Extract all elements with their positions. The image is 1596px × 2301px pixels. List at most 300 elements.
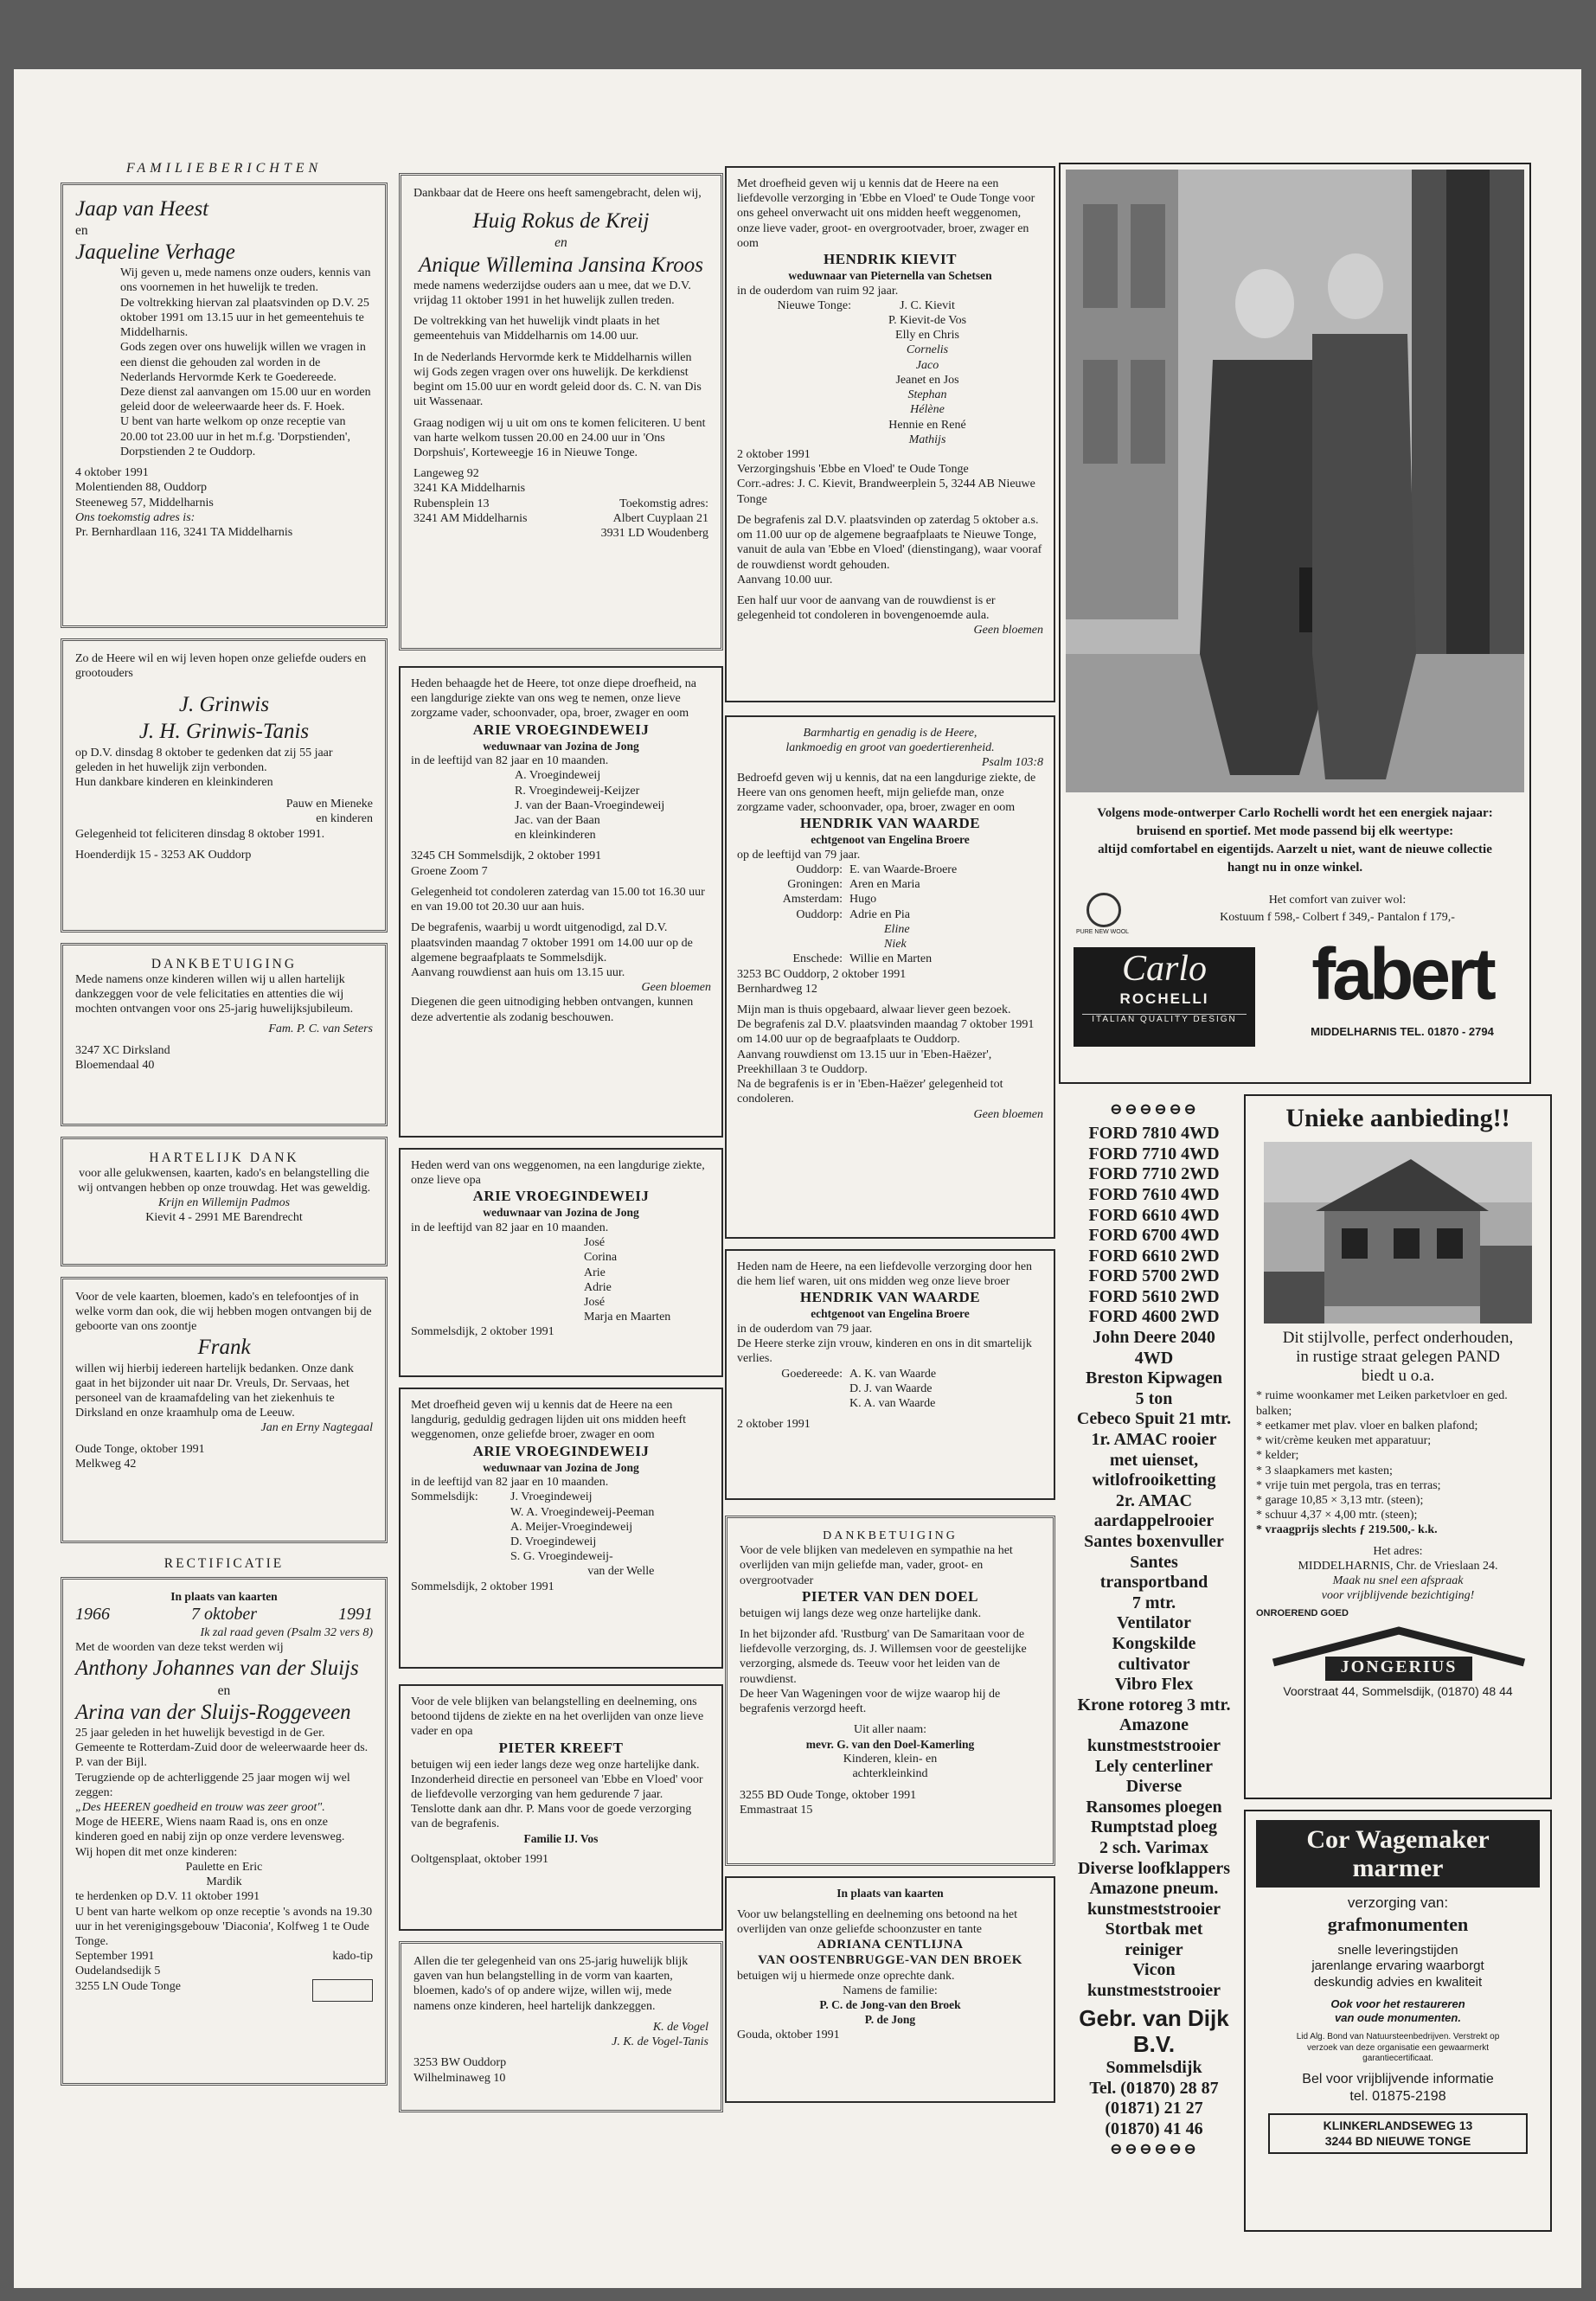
year-1: 1966 — [75, 1605, 110, 1625]
equipment-item: Kongskilde cultivator — [1112, 1633, 1196, 1674]
para: Corr.-adres: J. C. Kievit, Brandweerplein 5, 3244 AB Nieuwe Tonge — [737, 478, 1035, 506]
kado-tip: kado-tip — [332, 1950, 373, 1964]
age: in de ouderdom van 79 jaar. — [737, 1322, 873, 1336]
address: 3253 BC Ouddorp, 2 oktober 1991 — [737, 967, 907, 981]
family-member: Jac. van der Baan — [515, 814, 600, 828]
obituary-waarde-1 — [725, 715, 1055, 1239]
family-member: W. A. Vroegindeweij-Peeman — [510, 1505, 655, 1519]
para: Gods zegen over ons huwelijk willen we vragen in een dienst die gehouden zal worden in de Nederlands Hervormde Kerk te Goedereede. — [120, 341, 366, 384]
deceased-name: HENDRIK VAN WAARDE — [799, 815, 981, 832]
anniversary-thanks-vogel — [399, 1941, 723, 2112]
para: Met droefheid geven wij u kennis dat de Heere na een liefdevolle verzorging in 'Ebbe en Vloed' te Oude Tonge voor ons geheel onverwacht uit ons midden heeft weggenomen, onze lieve vader, groot- en overgrootvader, broer, zwager en oom — [737, 177, 1035, 250]
address: Rubensplein 13 — [413, 497, 490, 510]
envelope-icon — [312, 1979, 373, 2002]
subtitle: weduwnaar van Jozina de Jong — [483, 1206, 639, 1220]
address: Groene Zoom 7 — [411, 864, 488, 878]
en: en — [554, 235, 567, 251]
equipment-item: Ransomes ploegen — [1086, 1797, 1222, 1817]
intro: Zo de Heere wil en wij leven hopen onze geliefde ouders en grootouders — [75, 651, 367, 680]
para: De begrafenis zal D.V. plaatsvinden maandag 7 oktober 1991 om 14.00 uur op de begraafplaats te Ouddorp. — [737, 1018, 1035, 1047]
company-name: Gebr. van Dijk B.V. — [1079, 2004, 1229, 2058]
name-1: Huig Rokus de Kreij — [472, 209, 650, 234]
ad-jongerius — [1244, 1094, 1552, 1799]
equipment-item: witlofrooiketting — [1092, 1471, 1216, 1490]
town: Goedereede: — [781, 1367, 843, 1381]
ad-van-dijk — [1076, 1094, 1232, 2232]
title: HARTELIJK DANK — [149, 1150, 299, 1165]
deceased-name: PIETER KREEFT — [498, 1739, 624, 1756]
date: September 1991 — [75, 1950, 155, 1964]
decorative-border-icon: ⊖⊖⊖⊖⊖⊖ — [1109, 2140, 1199, 2158]
para: In de Nederlands Hervormde kerk te Middelharnis willen wij Gods zegen vragen over ons huwelijk. De kerkdienst begint om 15.00 uur en wordt geleid door ds. C. N. van Dis uit Wassenaar. — [413, 350, 702, 409]
family-member: A. Meijer-Vroegindeweij — [510, 1520, 633, 1534]
feature-item: * eetkamer met plav. vloer en balken plafond; — [1256, 1419, 1478, 1433]
para: De heer Van Wageningen voor de wijze waarop hij de begrafenis verzorgd heeft. — [740, 1687, 1001, 1716]
para: Wij geven u, mede namens onze ouders, kennis van ons voornemen in het huwelijk te treden. — [120, 266, 371, 295]
thanks-oostenbrugge — [725, 1876, 1055, 2103]
address: 3241 KA Middelharnis — [413, 482, 526, 496]
ad-rochelli-fabert — [1059, 163, 1531, 1084]
equipment-item: FORD 5700 2WD — [1088, 1266, 1220, 1286]
dankbetuiging-seters — [61, 943, 388, 1126]
logo-text: Carlo — [1121, 949, 1208, 989]
equipment-item: Santes transportband — [1099, 1552, 1208, 1593]
phone: Tel. (01870) 28 87 — [1089, 2078, 1219, 2098]
equipment-item: FORD 7810 4WD — [1088, 1124, 1220, 1144]
para: Na de begrafenis is er in 'Eben-Haëzer' gelegenheid tot condoleren. — [737, 1078, 1003, 1106]
family-member: Hugo — [849, 893, 877, 907]
ad-text: Het comfort van zuiver wol: — [1268, 894, 1407, 907]
place-date: Ooltgensplaat, oktober 1991 — [411, 1853, 549, 1867]
address: Pr. Bernhardlaan 116, 3241 TA Middelharnis — [75, 525, 293, 539]
para: U bent van harte welkom op onze receptie 's avonds na 19.30 uur in het verenigingsgebouw 'Diaconia', Kolfweg 1 te Oude Tonge. — [75, 1905, 373, 1948]
town: Sommelsdijk — [1106, 2058, 1202, 2077]
deceased-name: ADRIANA CENTLIJNA — [817, 1938, 964, 1952]
ad-text: hangt nu in onze winkel. — [1227, 861, 1363, 875]
family-member: Hélène — [910, 403, 945, 417]
equipment-item: 5 ton — [1135, 1388, 1173, 1408]
town: Enschede: — [792, 952, 843, 966]
family-member: Hennie en René — [888, 418, 966, 432]
family-member: S. G. Vroegindeweij- — [510, 1550, 613, 1564]
name-1: J. Grinwis — [178, 693, 270, 717]
address: Bernhardweg 12 — [737, 982, 817, 996]
family-member: J. C. Kievit — [900, 298, 955, 312]
para: betuigen wij u hiermede onze oprechte dank. — [737, 1969, 955, 1983]
ad-text: Ook voor het restaureren — [1330, 1997, 1465, 2011]
rectificatie-title: RECTIFICATIE — [163, 1555, 285, 1571]
equipment-item: FORD 6610 4WD — [1088, 1205, 1220, 1225]
future-address-label: Ons toekomstig adres is: — [75, 510, 195, 524]
para: Aanvang 10.00 uur. — [737, 573, 833, 586]
obituary-vroegindeweij-1 — [399, 666, 723, 1138]
decorative-border-icon: ⊖⊖⊖⊖⊖⊖ — [1109, 1100, 1199, 1118]
equipment-item: 7 mtr. — [1131, 1593, 1176, 1612]
address: 3247 XC Dirksland — [75, 1043, 170, 1057]
para: 25 jaar geleden in het huwelijk bevestigd in de Ger. Gemeente te Rotterdam-Zuid door de weleerwaarde heer ds. P. van der Bijl. — [75, 1726, 369, 1770]
para: Voor de vele blijken van medeleven en sympathie na het overlijden van mijn geliefde man, vader, groot- en overgrootvader — [740, 1544, 1013, 1587]
ad-text: van oude monumenten. — [1335, 2011, 1461, 2025]
title: In plaats van kaarten — [836, 1887, 944, 1900]
family: Pauw en Mieneke — [285, 798, 373, 811]
feature-item: * 3 slaapkamers met kasten; — [1256, 1464, 1393, 1477]
column-1 — [61, 160, 388, 2086]
name-2: Arina van der Sluijs-Roggeveen — [75, 1700, 351, 1724]
address: 3244 BD NIEUWE TONGE — [1324, 2133, 1471, 2148]
para: betuigen wij een ieder langs deze weg onze hartelijke dank. — [411, 1758, 700, 1772]
para: U bent van harte welkom op onze receptie van 20.00 tot 23.00 uur in het m.f.g. 'Dorpstienden', Dorpstienden 2 te Ouddorp. — [120, 415, 350, 458]
signature: Jan en Erny Nagtegaal — [260, 1421, 373, 1435]
family: Mardik — [206, 1875, 242, 1889]
en: en — [75, 222, 88, 238]
equipment-item: Rumptstad ploeg — [1090, 1817, 1218, 1837]
obituary-waarde-2 — [725, 1249, 1055, 1500]
equipment-item: kunstmeststrooier — [1086, 1735, 1221, 1755]
logo-text: JONGERIUS — [1325, 1657, 1472, 1681]
para: Voor uw belangstelling en deelneming ons betoond na het overlijden van onze geliefde schoonzuster en tante — [737, 1907, 1018, 1936]
address: Wilhelminaweg 10 — [413, 2071, 506, 2085]
family-member: Elly en Chris — [895, 329, 959, 343]
name-2: Jaqueline Verhage — [75, 240, 235, 264]
feature-item: * vraagprijs slechts ƒ 219.500,- k.k. — [1256, 1523, 1438, 1537]
obituary-kievit — [725, 166, 1055, 702]
family-member: Willie en Marten — [849, 952, 933, 966]
para: Inzonderheid directie en personeel van 'Ebbe en Vloed' voor de liefdevolle verzorging van hem gedurende 7 jaar. — [411, 1772, 703, 1801]
dankbetuiging-doel — [725, 1516, 1055, 1866]
deceased-name: HENDRIK VAN WAARDE — [799, 1289, 981, 1306]
feature-item: * ruime woonkamer met Leiken parketvloer en ged. balken; — [1256, 1389, 1508, 1418]
equipment-item: Stortbak met reiniger — [1105, 1920, 1203, 1959]
future-label: Toekomstig adres: — [619, 497, 708, 510]
rochelli-logo — [1074, 947, 1255, 1047]
company-name: marmer — [1352, 1854, 1444, 1882]
signature: Kinderen, klein- en — [843, 1753, 938, 1766]
para: De voltrekking van het huwelijk vindt plaats in het gemeentehuis van Middelharnis om 14.00 uur. — [413, 315, 660, 343]
family-member: Marja en Maarten — [584, 1311, 671, 1324]
subtitle: In plaats van kaarten — [170, 1589, 278, 1603]
anniversary-grinwis — [61, 638, 388, 933]
para: Een half uur voor de aanvang van de rouwdienst is er gelegenheid tot condoleren in bovengenoemde aula. — [737, 593, 996, 623]
woolmark-icon — [1086, 893, 1121, 927]
town: Ouddorp: — [796, 863, 843, 877]
equipment-item: 4WD — [1134, 1348, 1174, 1368]
deceased-name: VAN OOSTENBRUGGE-VAN DEN BROEK — [758, 1953, 1022, 1968]
subtitle: echtgenoot van Engelina Broere — [811, 833, 970, 847]
para: Verzorgingshuis 'Ebbe en Vloed' te Oude Tonge — [737, 463, 969, 477]
thanks-kreeft — [399, 1684, 723, 1931]
para: Hun dankbare kinderen en kleinkinderen — [75, 776, 273, 790]
signature: mevr. G. van den Doel-Kamerling — [805, 1737, 975, 1751]
obituary-vroegindeweij-2 — [399, 1148, 723, 1377]
family-member: K. A. van Waarde — [849, 1397, 936, 1411]
family-member: Corina — [584, 1251, 618, 1265]
no-flowers: Geen bloemen — [973, 1107, 1043, 1121]
title: DANKBETUIGING — [823, 1529, 958, 1542]
equipment-item: Vicon — [1132, 1960, 1176, 1980]
address: Oudelandsedijk 5 — [75, 1965, 161, 1978]
quote: „Des HEEREN goedheid en trouw was zeer groot". — [75, 1801, 325, 1815]
family-member: en kleinkinderen — [515, 829, 596, 843]
ad-text: deskundig advies en kwaliteit — [1313, 1974, 1483, 1990]
wedding-announcement-kreij — [399, 173, 723, 651]
psalm-ref: Psalm 103:8 — [981, 756, 1043, 770]
date: 4 oktober 1991 — [75, 466, 149, 480]
para: Heden nam de Heere, na een liefdevolle verzorging door hen die hem lief waren, uit ons midden weg onze lieve broer — [737, 1260, 1033, 1289]
ad-text: in rustige straat gelegen PAND — [1296, 1347, 1500, 1366]
ad-text: snelle leveringstijden — [1337, 1942, 1458, 1958]
ad-text: Dit stijlvolle, perfect onderhouden, — [1282, 1328, 1514, 1347]
family-member: J. Vroegindeweij — [510, 1490, 593, 1504]
obituary-vroegindeweij-3 — [399, 1388, 723, 1669]
family-member: van der Welle — [587, 1565, 655, 1579]
title: DANKBETUIGING — [151, 956, 298, 971]
address: KLINKERLANDSEWEG 13 — [1323, 2118, 1473, 2133]
ad-text: bruisend en sportief. Met mode passend bij elk weertype: — [1136, 824, 1454, 838]
town: Groningen: — [787, 878, 843, 892]
para: Tenslotte dank aan dhr. P. Mans voor de goede verzorging van de begrafenis. — [411, 1803, 692, 1831]
equipment-item: Amazone — [1119, 1715, 1189, 1735]
para: De begrafenis zal D.V. plaatsvinden op zaterdag 5 oktober a.s. om 11.00 uur op de algemene begraafplaats te Nieuwe Tonge, vanuit de aula van 'Ebbe en Vloed' (dienstingang), waar vooraf de rouwdienst wordt gehouden. — [737, 513, 1042, 572]
deceased-name: PIETER VAN DEN DOEL — [802, 1587, 978, 1605]
address: Emmastraat 15 — [740, 1803, 813, 1817]
signature: Krijn en Willemijn Padmos — [157, 1196, 291, 1210]
birth-thanks-frank — [61, 1277, 388, 1543]
para: Diegenen die geen uitnodiging hebben ontvangen, kunnen deze advertentie als zodanig beschouwen. — [411, 996, 694, 1024]
address: Langeweg 92 — [413, 467, 479, 481]
equipment-item: Santes boxenvuller — [1084, 1532, 1224, 1551]
family-member: Mathijs — [908, 433, 946, 446]
para: Aanvang rouwdienst om 13.15 uur in 'Eben-Haëzer', Preekhillaan 3 te Ouddorp. — [737, 1048, 992, 1076]
equipment-item: FORD 7610 4WD — [1088, 1184, 1220, 1204]
woolmark-label: PURE NEW WOOL — [1076, 929, 1130, 935]
para: De voltrekking hiervan zal plaatsvinden op D.V. 25 oktober 1991 om 13.15 uur in het gemeentehuis te Middelharnis. — [120, 296, 369, 340]
label: ONROEREND GOED — [1256, 1608, 1349, 1619]
name-1: Anthony Johannes van der Sluijs — [75, 1657, 359, 1681]
family-member: R. Vroegindeweij-Keijzer — [515, 784, 640, 798]
place-date: Sommelsdijk, 2 oktober 1991 — [411, 1325, 554, 1339]
family-member: Cornelis — [906, 343, 949, 357]
address: Steeneweg 57, Middelharnis — [75, 496, 214, 510]
signature: Familie IJ. Vos — [523, 1831, 599, 1845]
signature: achterkleinkind — [852, 1767, 928, 1781]
body: voor alle gelukwensen, kaarten, kado's en belangstelling die wij ontvangen hebben op onze trouwdag. Het was geweldig. — [77, 1166, 371, 1195]
address: Hoenderdijk 15 - 3253 AK Ouddorp — [75, 848, 252, 862]
para: willen wij hierbij iedereen hartelijk bedanken. Onze dank gaat in het bijzonder uit naar Dr. Vreuls, Dr. Servaas, het personeel van de kraamafdeling van het ziekenhuis te Dirksland en onze kraamhulp oma de Leeuw. — [75, 1362, 354, 1420]
age: in de ouderdom van ruim 92 jaar. — [737, 284, 899, 298]
ad-text: Maak nu snel een afspraak — [1332, 1574, 1464, 1588]
logo-text: ROCHELLI — [1119, 990, 1209, 1008]
ad-text: verzorging van: — [1347, 1894, 1449, 1911]
future-address: Albert Cuyplaan 21 — [612, 511, 708, 525]
subtitle: weduwnaar van Jozina de Jong — [483, 1460, 639, 1474]
photo-illustration — [1066, 170, 1524, 792]
equipment-item: FORD 7710 2WD — [1088, 1164, 1220, 1184]
phone: tel. 01875-2198 — [1349, 2088, 1446, 2104]
age: op de leeftijd van 79 jaar. — [737, 848, 861, 862]
address: Oude Tonge, oktober 1991 — [75, 1442, 205, 1456]
signature: Fam. P. C. van Seters — [268, 1022, 373, 1036]
family-member: Eline — [884, 922, 910, 936]
prices: Kostuum f 598,- Colbert f 349,- Pantalon f 179,- — [1220, 911, 1455, 924]
equipment-item: John Deere 2040 — [1093, 1328, 1215, 1348]
date: 7 oktober — [190, 1605, 258, 1625]
newspaper-page — [14, 69, 1581, 2288]
subtitle: weduwnaar van Pieternella van Schetsen — [788, 269, 992, 282]
town: Ouddorp: — [796, 907, 843, 921]
address: 3241 AM Middelharnis — [413, 511, 528, 525]
para: Wij hopen dit met onze kinderen: — [75, 1845, 238, 1859]
para: Voor de vele kaarten, bloemen, kado's en telefoontjes of in welke vorm dan ook, die wij hebben mogen ontvangen bij de geboorte van ons zoontje — [75, 1290, 372, 1334]
phone: (01870) 41 46 — [1105, 2118, 1203, 2138]
equipment-item: Vibro Flex — [1114, 1675, 1194, 1695]
para: Met droefheid geven wij u kennis dat de Heere na een langdurig, geduldig gedragen lijden uit ons midden heeft weggenomen, onze geliefde broer, zwager en oom — [411, 1399, 687, 1442]
ad-text: grafmonumenten — [1327, 1913, 1469, 1935]
deceased-name: HENDRIK KIEVIT — [824, 251, 957, 268]
family-member: Jeanet en Jos — [895, 373, 959, 387]
para: Aanvang rouwdienst aan huis om 13.15 uur. — [411, 966, 625, 979]
para: Moge de HEERE, Wiens naam Raad is, ons en onze kinderen goed en nabij zijn op onze verdere levensweg. — [75, 1816, 345, 1844]
age: in de leeftijd van 82 jaar en 10 maanden. — [411, 1221, 609, 1234]
equipment-item: Diverse — [1125, 1777, 1183, 1797]
equipment-item: 2 sch. Varimax — [1099, 1837, 1209, 1857]
age: in de leeftijd van 82 jaar en 10 maanden. — [411, 754, 609, 768]
address: MIDDELHARNIS, Chr. de Vrieslaan 24. — [1298, 1559, 1498, 1573]
para: De begrafenis, waarbij u wordt uitgenodigd, zal D.V. plaatsvinden maandag 7 oktober 1991 om 14.00 uur op de algemene begraafplaats te Sommelsdijk. — [411, 921, 693, 965]
para: Heden werd van ons weggenomen, na een langdurige ziekte, onze lieve opa — [411, 1159, 705, 1188]
family-member: A. Vroegindeweij — [515, 769, 601, 783]
equipment-item: Krone rotoreg 3 mtr. — [1077, 1695, 1231, 1715]
para: Graag nodigen wij u uit om ons te komen feliciteren. U bent van harte welkom tussen 20.00 en 24.00 uur in 'Ons Dorpshuis', Korteweegje 16 in Nieuwe Tonge. — [413, 416, 706, 459]
name-1: Jaap van Heest — [75, 196, 209, 221]
para: te herdenken op D.V. 11 oktober 1991 — [75, 1890, 260, 1904]
ad-cor-wagemaker — [1244, 1810, 1552, 2232]
company-name: Cor Wagemaker — [1306, 1825, 1490, 1854]
signature-label: Uit aller naam: — [854, 1723, 926, 1737]
title: Unieke aanbieding!! — [1285, 1104, 1510, 1132]
signature: J. K. de Vogel-Tanis — [612, 2035, 708, 2049]
equipment-item: FORD 7710 4WD — [1088, 1144, 1220, 1163]
para: Allen die ter gelegenheid van ons 25-jarig huwelijk blijk gaven van hun belangstelling in de vorm van kaarten, bloemen, kado's of op andere wijze, willen wij, mede namens onze kinderen, heel hartelijk dankzeggen. — [413, 1955, 689, 2013]
ad-text: Bel voor vrijblijvende informatie — [1302, 2072, 1494, 2087]
address: 3253 BW Ouddorp — [413, 2056, 507, 2070]
subtitle: echtgenoot van Engelina Broere — [811, 1307, 970, 1321]
future-address: 3931 LD Woudenberg — [600, 527, 708, 541]
quote: lankmoedig en groot van goedertierenheid. — [785, 741, 995, 755]
family-member: José — [584, 1236, 606, 1250]
para: In het bijzonder afd. 'Rustburg' van De Samaritaan voor de liefdevolle verzorging, ds. J. Willemsen voor de geestelijke verzorging, alsmede ds. Teeuw voor het leiden van de rouwdienst. — [740, 1628, 1027, 1686]
feature-item: * garage 10,85 × 3,13 mtr. (steen); — [1256, 1493, 1424, 1507]
family-member: Adrie — [584, 1280, 612, 1294]
equipment-item: FORD 6700 4WD — [1088, 1226, 1220, 1246]
deceased-name: ARIE VROEGINDEWEIJ — [472, 1188, 650, 1205]
family-member: José — [584, 1296, 606, 1310]
para: Heden behaagde het de Heere, tot onze diepe droefheid, na een langdurige ziekte van ons weg te nemen, onze lieve zorgzame vader, schoonvader, opa, broer, zwager en oom — [411, 677, 697, 721]
family-member: Jaco — [915, 358, 939, 372]
fabert-logo: fabert — [1311, 933, 1493, 1015]
town: Amsterdam: — [782, 893, 843, 907]
para: Bedroefd geven wij u kennis, dat na een langdurige ziekte, de Heere van ons genomen heeft, mijn geliefde man, onze zorgzame vader, schoonvader, opa, broer, zwager en oom — [737, 771, 1036, 815]
body: Mede namens onze kinderen willen wij u allen hartelijk dankzeggen voor de vele felicitaties en attenties die wij mochten ontvangen voor ons 25-jarig huwelijksjubileum. — [75, 972, 354, 1016]
column-3 — [725, 166, 1055, 2113]
feature-item: * schuur 4,37 × 4,00 mtr. (steen); — [1256, 1509, 1418, 1522]
equipment-item: FORD 4600 2WD — [1088, 1307, 1220, 1327]
equipment-item: 2r. AMAC — [1115, 1490, 1193, 1510]
address-label: Het adres: — [1373, 1544, 1423, 1558]
para: De Heere sterke zijn vrouw, kinderen en ons in dit smartelijk verlies. — [737, 1337, 1032, 1366]
quote: Barmhartig en genadig is de Heere, — [803, 727, 977, 740]
ad-text: voor vrijblijvende bezichtiging! — [1321, 1589, 1475, 1603]
family-member: Stephan — [907, 388, 947, 402]
place-date: Gouda, oktober 1991 — [737, 2028, 840, 2041]
feature-item: * wit/crème keuken met apparatuur; — [1256, 1434, 1432, 1448]
house-photo — [1264, 1142, 1532, 1324]
family-member: A. K. van Waarde — [849, 1367, 937, 1381]
signature-label: Namens de familie: — [843, 1984, 938, 1998]
section-header: FAMILIEBERICHTEN — [125, 161, 323, 176]
baby-name: Frank — [197, 1336, 251, 1360]
equipment-item: Ventilator — [1117, 1613, 1191, 1633]
logo-text: ITALIAN QUALITY DESIGN — [1082, 1014, 1247, 1025]
name-2: J. H. Grinwis-Tanis — [138, 720, 310, 744]
subtitle: weduwnaar van Jozina de Jong — [483, 739, 639, 753]
equipment-item: Diverse loofklappers — [1077, 1858, 1231, 1878]
equipment-item: Lely centerliner — [1094, 1756, 1214, 1776]
address: Kievit 4 - 2991 ME Barendrecht — [145, 1211, 303, 1225]
family-member: Aren en Maria — [849, 878, 920, 892]
place-date: 3245 CH Sommelsdijk, 2 oktober 1991 — [411, 849, 602, 863]
para: Mijn man is thuis opgebaard, alwaar liever geen bezoek. — [737, 1003, 1011, 1016]
two-men-photo — [1066, 170, 1524, 792]
family-member: J. van der Baan-Vroegindeweij — [515, 798, 665, 812]
signature: P. de Jong — [864, 2012, 916, 2026]
town: Sommelsdijk: — [411, 1490, 478, 1504]
equipment-item: FORD 6610 2WD — [1088, 1246, 1220, 1266]
family-member: Niek — [884, 938, 907, 952]
family-member: D. Vroegindeweij — [510, 1535, 597, 1549]
family-member: P. Kievit-de Vos — [888, 314, 967, 328]
equipment-item: kunstmeststrooier — [1086, 1899, 1221, 1919]
feature-item: * vrije tuin met pergola, tras en terras; — [1256, 1478, 1441, 1492]
name-2: Anique Willemina Jansina Kroos — [419, 253, 703, 277]
signature: P. C. de Jong-van den Broek — [819, 1998, 961, 2012]
ad-text: Lid Alg. Bond van Natuursteenbedrijven. Verstrekt op verzoek van deze organisatie een gewaarmerkt garantiecertificaat. — [1296, 2032, 1500, 2063]
age: in de leeftijd van 82 jaar en 10 maanden. — [411, 1476, 609, 1490]
en: en — [217, 1682, 231, 1698]
equipment-item: Amazone pneum. — [1089, 1879, 1219, 1899]
equipment-item: aardappelrooier — [1093, 1511, 1215, 1531]
store-address: MIDDELHARNIS TEL. 01870 - 2794 — [1311, 1025, 1494, 1038]
family-member: E. van Waarde-Broere — [849, 863, 958, 877]
no-flowers: Geen bloemen — [973, 624, 1043, 638]
para: Voor de vele blijken van belangstelling en deelneming, ons betoond tijdens de ziekte en na het overlijden van onze lieve vader en opa — [411, 1695, 704, 1739]
family: Paulette en Eric — [185, 1860, 263, 1874]
date: 2 oktober 1991 — [737, 448, 811, 461]
rectificatie-vdsluijs — [61, 1577, 388, 2086]
family-member: Adrie en Pia — [849, 907, 910, 921]
hartelijk-dank-padmos — [61, 1137, 388, 1266]
town: Nieuwe Tonge: — [777, 298, 851, 312]
address: Molentienden 88, Ouddorp — [75, 481, 208, 495]
equipment-item: Breston Kipwagen — [1086, 1368, 1222, 1388]
address: 3255 LN Oude Tonge — [75, 1979, 182, 1993]
family: en kinderen — [316, 812, 373, 826]
para: Gelegenheid tot feliciteren dinsdag 8 oktober 1991. — [75, 827, 325, 841]
equipment-item: FORD 5610 2WD — [1088, 1286, 1220, 1306]
equipment-item: kunstmeststrooier — [1086, 1981, 1221, 2001]
para: Gelegenheid tot condoleren zaterdag van 15.00 tot 16.30 uur en van 19.00 tot 20.30 uur aan huis. — [411, 885, 705, 914]
address: Melkweg 42 — [75, 1457, 137, 1471]
equipment-item: 1r. AMAC rooier — [1091, 1430, 1217, 1450]
